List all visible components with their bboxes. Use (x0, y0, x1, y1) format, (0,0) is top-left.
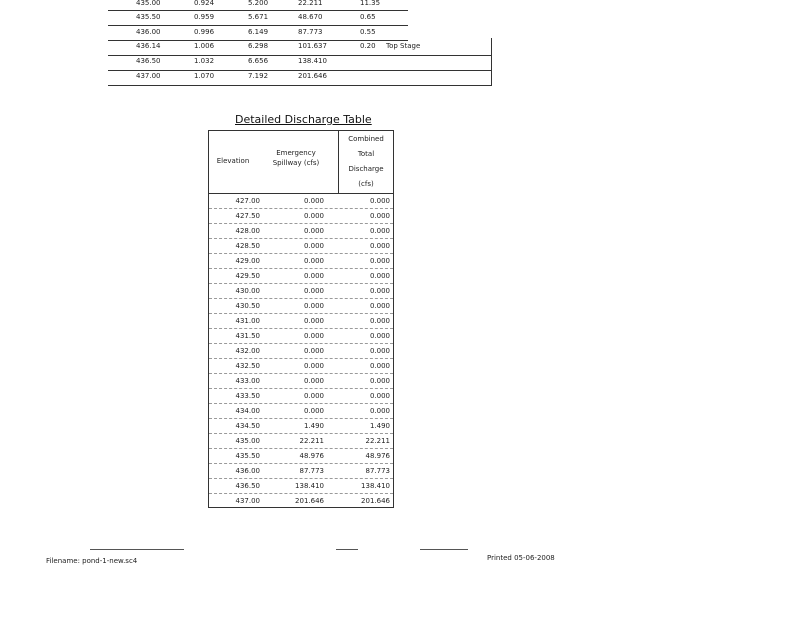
table-row (108, 41, 492, 55)
cell-elevation: 436.00 (235, 467, 260, 475)
footer-rule (336, 549, 358, 550)
cell-spillway: 0.000 (303, 347, 324, 355)
cell-elevation: 436.50 (136, 57, 161, 65)
cell-total: 0.000 (369, 287, 390, 295)
table-row (209, 344, 393, 359)
cell-total: 1.490 (369, 422, 390, 430)
cell-elevation: 427.00 (235, 197, 260, 205)
table-bottom-rule (208, 507, 394, 508)
table-row (209, 464, 393, 479)
cell-elevation: 435.50 (235, 452, 260, 460)
cell-spillway: 0.000 (303, 197, 324, 205)
cell-c4: 138.410 (298, 57, 327, 65)
table-row (209, 359, 393, 374)
table-row (209, 404, 393, 419)
footer-filename: Filename: pond-1-new.sc4 (46, 557, 138, 565)
table-body (209, 194, 393, 509)
cell-spillway: 0.000 (303, 317, 324, 325)
cell-total: 0.000 (369, 242, 390, 250)
table-row (209, 479, 393, 494)
cell-elevation: 436.00 (136, 28, 161, 36)
table-row (108, 56, 492, 70)
cell-spillway: 0.000 (303, 302, 324, 310)
cell-total: 22.211 (365, 437, 390, 445)
cell-spillway: 0.000 (303, 287, 324, 295)
cell-total: 0.000 (369, 227, 390, 235)
cell-c4: 22.211 (298, 0, 323, 7)
table-row (209, 254, 393, 269)
cell-note: Top Stage (386, 42, 421, 50)
cell-spillway: 22.211 (299, 437, 324, 445)
cell-elevation: 428.50 (235, 242, 260, 250)
cell-spillway: 0.000 (303, 392, 324, 400)
cell-spillway: 0.000 (303, 272, 324, 280)
cell-elevation: 432.50 (235, 362, 260, 370)
header-column-divider (338, 130, 339, 194)
cell-total: 0.000 (369, 257, 390, 265)
header-elevation: Elevation (216, 157, 250, 165)
cell-c3: 6.149 (248, 28, 269, 36)
cell-c4: 101.637 (298, 42, 327, 50)
footer-printed-date: Printed 05-06-2008 (487, 554, 555, 562)
cell-total: 0.000 (369, 317, 390, 325)
cell-elevation: 433.00 (235, 377, 260, 385)
cell-spillway: 48.976 (299, 452, 324, 460)
cell-c4: 87.773 (298, 28, 323, 36)
cell-elevation: 435.50 (136, 13, 161, 21)
cell-total: 0.000 (369, 272, 390, 280)
table-row (209, 239, 393, 254)
row-rule (108, 40, 408, 41)
cell-elevation: 427.50 (235, 212, 260, 220)
table-row (209, 434, 393, 449)
table-row (209, 299, 393, 314)
header-spillway-line2: Spillway (cfs) (272, 159, 320, 167)
cell-total: 0.000 (369, 332, 390, 340)
cell-spillway: 0.000 (303, 212, 324, 220)
cell-c5: 0.55 (360, 28, 376, 36)
cell-elevation: 431.00 (235, 317, 260, 325)
table-row (209, 284, 393, 299)
header-spillway-line1: Emergency (276, 149, 316, 157)
cell-c4: 201.646 (298, 72, 327, 80)
footer-rule (90, 549, 184, 550)
cell-total: 0.000 (369, 377, 390, 385)
table-row (108, 12, 492, 26)
cell-c5: 0.20 (360, 42, 376, 50)
header-combined (341, 132, 391, 192)
header-combined-line1: Combined (348, 135, 384, 143)
cell-total: 0.000 (369, 347, 390, 355)
cell-total: 0.000 (369, 362, 390, 370)
cell-c2: 1.070 (194, 72, 215, 80)
cell-elevation: 436.50 (235, 482, 260, 490)
cell-total: 0.000 (369, 407, 390, 415)
cell-spillway: 0.000 (303, 377, 324, 385)
cell-elevation: 431.50 (235, 332, 260, 340)
cell-elevation: 429.00 (235, 257, 260, 265)
cell-c2: 1.032 (194, 57, 215, 65)
cell-total: 138.410 (361, 482, 390, 490)
table-top-rule (208, 130, 394, 131)
cell-total: 48.976 (365, 452, 390, 460)
cell-spillway: 1.490 (303, 422, 324, 430)
detail-table-title: Detailed Discharge Table (235, 113, 372, 126)
cell-elevation: 432.00 (235, 347, 260, 355)
row-rule (108, 25, 408, 26)
cell-c5: 11.35 (360, 0, 381, 7)
table-row (209, 449, 393, 464)
cell-c5: 0.65 (360, 13, 376, 21)
header-combined-line3: Discharge (348, 165, 384, 173)
cell-c3: 5.200 (248, 0, 269, 7)
cell-elevation: 434.50 (235, 422, 260, 430)
cell-elevation: 434.00 (235, 407, 260, 415)
cell-spillway: 0.000 (303, 407, 324, 415)
cell-c3: 6.656 (248, 57, 269, 65)
cell-elevation: 429.50 (235, 272, 260, 280)
cell-spillway: 0.000 (303, 242, 324, 250)
table-row (108, 71, 492, 85)
upper-table (108, 0, 492, 88)
table-row (209, 329, 393, 344)
header-combined-line4: (cfs) (358, 180, 374, 188)
cell-spillway: 0.000 (303, 362, 324, 370)
footer-rule (420, 549, 468, 550)
cell-total: 0.000 (369, 302, 390, 310)
cell-elevation: 430.00 (235, 287, 260, 295)
cell-elevation: 437.00 (136, 72, 161, 80)
cell-total: 0.000 (369, 197, 390, 205)
cell-spillway: 0.000 (303, 257, 324, 265)
table-row (108, 27, 492, 41)
cell-spillway: 0.000 (303, 227, 324, 235)
cell-c2: 0.924 (194, 0, 215, 7)
detailed-discharge-table (208, 130, 394, 508)
cell-total: 0.000 (369, 212, 390, 220)
cell-c2: 0.996 (194, 28, 215, 36)
cell-elevation: 430.50 (235, 302, 260, 310)
row-rule (108, 55, 492, 56)
cell-spillway: 138.410 (295, 482, 324, 490)
cell-c4: 48.670 (298, 13, 323, 21)
row-rule (108, 10, 408, 11)
table-row (209, 269, 393, 284)
cell-c2: 0.959 (194, 13, 215, 21)
cell-c3: 6.298 (248, 42, 269, 50)
cell-elevation: 435.00 (235, 437, 260, 445)
table-row (209, 374, 393, 389)
header-combined-line2: Total (357, 150, 375, 158)
cell-elevation: 437.00 (235, 497, 260, 505)
cell-elevation: 433.50 (235, 392, 260, 400)
header-spillway (263, 148, 329, 168)
cell-c3: 5.671 (248, 13, 269, 21)
cell-spillway: 0.000 (303, 332, 324, 340)
table-row (209, 314, 393, 329)
table-row (209, 224, 393, 239)
table-row (209, 194, 393, 209)
cell-total: 87.773 (365, 467, 390, 475)
cell-c3: 7.192 (248, 72, 269, 80)
cell-total: 0.000 (369, 392, 390, 400)
table-row (209, 389, 393, 404)
table-row (209, 209, 393, 224)
cell-elevation: 435.00 (136, 0, 161, 7)
cell-elevation: 428.00 (235, 227, 260, 235)
cell-c2: 1.006 (194, 42, 215, 50)
row-rule (108, 85, 492, 86)
cell-total: 201.646 (361, 497, 390, 505)
row-rule (108, 70, 492, 71)
table-row (209, 419, 393, 434)
cell-spillway: 87.773 (299, 467, 324, 475)
cell-spillway: 201.646 (295, 497, 324, 505)
cell-elevation: 436.14 (136, 42, 161, 50)
table-right-edge (491, 38, 492, 86)
